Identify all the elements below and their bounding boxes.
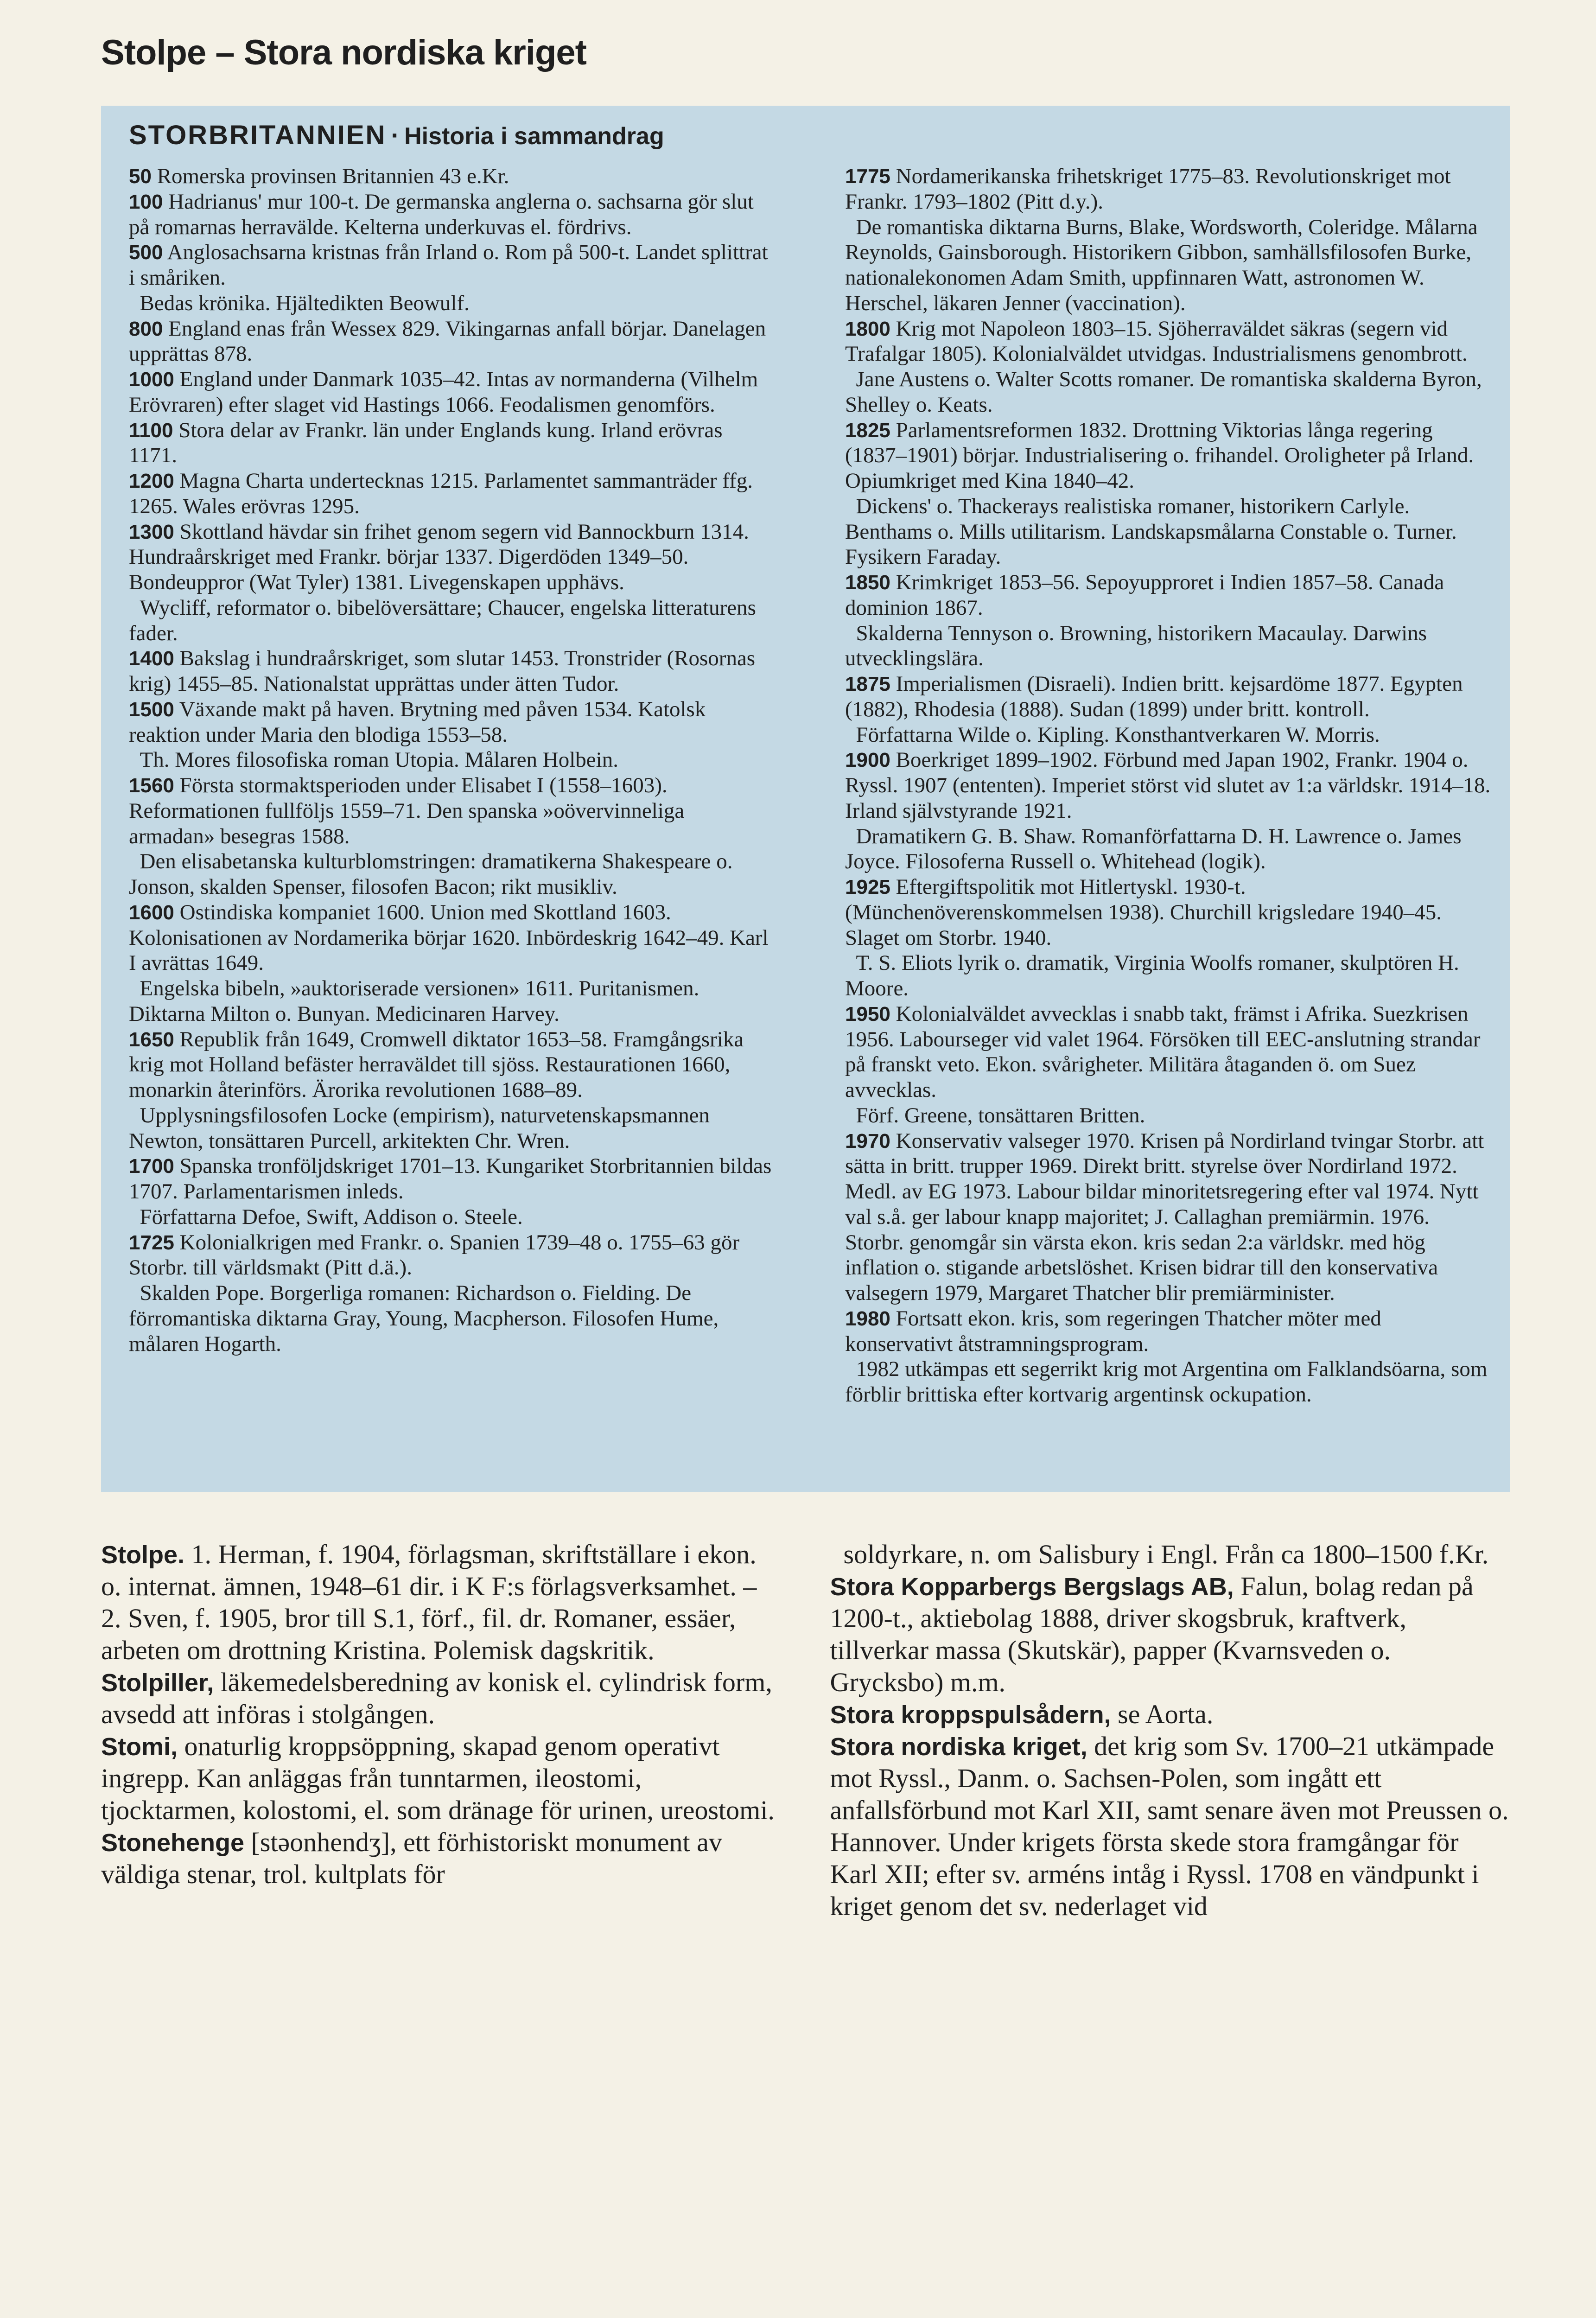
timeline-entry [845,824,1492,875]
timeline-entry-text: De romantiska diktarna Burns, Blake, Wordsworth, Coleridge. Målarna Reynolds, Gainsborough. Historikern Gibbon, samhällsfilosofen Burke, nationalekonomen Adam Smith, uppfinnaren Watt, astronomen W. Herschel, läkaren Jenner (vaccination). [845,215,1478,315]
timeline-entry [129,1153,776,1204]
article-entry-text: soldyrkare, n. om Salisbury i Engl. Från ca 1800–1500 f.Kr. [843,1539,1489,1569]
timeline-entry-text: Spanska tronföljdskriget 1701–13. Kungariket Storbritannien bildas 1707. Parlamentarismen inleds. [129,1154,772,1204]
box-title-main: STORBRITANNIEN [129,120,387,150]
timeline-entry-head: 1300 [129,520,174,543]
timeline-entry-head: 1775 [845,165,890,188]
timeline-entry [129,976,776,1027]
timeline-entry-head: 1970 [845,1129,890,1153]
timeline-entry-text: Republik från 1649, Cromwell diktator 1653–58. Framgångsrika krig mot Holland befäster herraväldet till sjöss. Restaurationen 1660, monarkin återinförs. Ärorika revolutionen 1688–89. [129,1027,744,1102]
box-title-separator: · [391,121,400,150]
timeline-entry [845,1128,1492,1306]
article-entry-text: se Aorta. [1118,1699,1214,1730]
timeline-entry [129,1103,776,1154]
timeline-entry-head: 1500 [129,698,174,721]
timeline-entry-text: Th. Mores filosofiska roman Utopia. Målaren Holbein. [140,748,618,772]
timeline-entry-text: Växande makt på haven. Brytning med påven 1534. Katolsk reaktion under Maria den blodiga 1553–58. [129,697,706,747]
timeline-entry-text: Nordamerikanska frihetskriget 1775–83. Revolutionskriget mot Frankr. 1793–1802 (Pitt d.y.). [845,164,1451,214]
timeline-entry-text: Skottland hävdar sin frihet genom segern vid Bannockburn 1314. Hundraårskriget med Frankr. börjar 1337. Digerdöden 1349–50. Bondeuppror (Wat Tyler) 1381. Livegenskapen upphävs. [129,519,749,594]
article-entry-head: Stonehenge [101,1829,245,1857]
timeline-entry-text: Dickens' o. Thackerays realistiska romaner, historikern Carlyle. Benthams o. Mills utilitarism. Landskapsmålarna Constable o. Turner. Fysikern Faraday. [845,494,1457,569]
timeline-entry [129,468,776,519]
timeline-entry-text: Jane Austens o. Walter Scotts romaner. De romantiska skalderna Byron, Shelley o. Keats. [845,367,1482,417]
timeline-entry-head: 1560 [129,774,174,797]
timeline-entry [129,1204,776,1230]
articles-left-column [101,1538,782,1922]
article-entry-head: Stora Kopparbergs Bergslags AB, [830,1573,1234,1601]
history-summary-box [101,106,1510,1492]
timeline-entry-text: Wycliff, reformator o. bibelöversättare; Chaucer, engelska litteraturens fader. [129,595,756,645]
timeline-entry [845,1001,1492,1103]
timeline-entry-head: 1950 [845,1002,890,1025]
timeline-entry-text: Bedas krönika. Hjältedikten Beowulf. [140,291,470,315]
article-entry-head: Stomi, [101,1733,178,1761]
timeline-entry-text: Eftergiftspolitik mot Hitlertyskl. 1930-t. (Münchenöverenskommelsen 1938). Churchill krigsledare 1940–45. Slaget om Storbr. 1940. [845,875,1442,950]
article-entry-text: onaturlig kroppsöppning, skapad genom operativt ingrepp. Kan anläggas från tunntarmen, ileostomi, tjocktarmen, kolostomi, el. som dränage för urinen, ureostomi. [101,1731,775,1826]
timeline-entry-text: Författarna Wilde o. Kipling. Konsthantverkaren W. Morris. [856,722,1380,747]
timeline-entry [129,646,776,697]
article-entry [830,1570,1511,1698]
timeline-entry [845,570,1492,621]
timeline-entry-head: 100 [129,190,163,213]
timeline-entry-head: 1700 [129,1155,174,1178]
timeline-entry-text: Anglosachsarna kristnas från Irland o. Rom på 500-t. Landet splittrat i småriken. [129,240,768,290]
timeline-entry [845,747,1492,823]
encyclopedia-articles [101,1538,1510,1922]
timeline-entry-text: Stora delar av Frankr. län under Englands kung. Irland erövras 1171. [129,418,723,468]
timeline-entry [845,164,1492,215]
timeline-entry [129,849,776,900]
timeline-entry-text: Parlamentsreformen 1832. Drottning Viktorias långa regering (1837–1901) börjar. Industrialisering o. frihandel. Oroligheter på Irland. Opiumkriget med Kina 1840–42. [845,418,1474,493]
timeline-entry-text: Dramatikern G. B. Shaw. Romanförfattarna D. H. Lawrence o. James Joyce. Filosoferna Russell o. Whitehead (logik). [845,824,1462,874]
timeline-entry [129,240,776,291]
timeline-entry-text: Första stormaktsperioden under Elisabet I (1558–1603). Reformationen fullföljs 1559–71. Den spanska »oövervinneliga armadan» besegras 1588. [129,773,685,848]
timeline-entry-head: 1650 [129,1028,174,1051]
timeline-entry-text: T. S. Eliots lyrik o. dramatik, Virginia Woolfs romaner, skulptören H. Moore. [845,951,1459,1000]
timeline-entry-text: England under Danmark 1035–42. Intas av normanderna (Vilhelm Erövraren) efter slaget vid Hastings 1066. Feodalismen genomförs. [129,367,758,417]
timeline-entry [845,316,1492,367]
timeline-entry-text: Förf. Greene, tonsättaren Britten. [856,1103,1145,1127]
box-left-column [129,164,776,1407]
box-right-column [845,164,1492,1407]
timeline-entry-text: Engelska bibeln, »auktoriserade versionen» 1611. Puritanismen. Diktarna Milton o. Bunyan. Medicinaren Harvey. [129,976,699,1026]
timeline-entry-head: 1850 [845,571,890,594]
timeline-entry [845,1356,1492,1407]
article-entry [101,1666,782,1730]
timeline-entry-text: Magna Charta undertecknas 1215. Parlamentet sammanträder ffg. 1265. Wales erövras 1295. [129,469,753,518]
timeline-entry-text: Hadrianus' mur 100-t. De germanska anglerna o. sachsarna gör slut på romarnas herravälde. Kelterna underkuvas el. fördrivs. [129,189,754,239]
timeline-entry [129,773,776,849]
timeline-entry [129,189,776,240]
timeline-entry-head: 1400 [129,647,174,670]
timeline-entry-head: 50 [129,165,152,188]
timeline-entry-head: 500 [129,241,163,264]
timeline-entry [845,950,1492,1001]
timeline-entry-head: 1980 [845,1307,890,1330]
timeline-entry [129,367,776,418]
timeline-entry [129,595,776,646]
timeline-entry-head: 1900 [845,749,890,772]
timeline-entry-text: Den elisabetanska kulturblomstringen: dramatikerna Shakespeare o. Jonson, skalden Spenser, filosofen Bacon; rikt musikliv. [129,849,733,899]
timeline-entry [845,215,1492,316]
timeline-entry [845,722,1492,748]
timeline-entry-text: 1982 utkämpas ett segerrikt krig mot Argentina om Falklandsöarna, som förblir brittiska efter kortvarig argentinsk ockupation. [845,1357,1488,1407]
timeline-entry [845,367,1492,418]
timeline-entry [845,1103,1492,1128]
timeline-entry [845,874,1492,950]
timeline-entry-head: 1200 [129,470,174,492]
timeline-entry-text: Skalderna Tennyson o. Browning, historikern Macaulay. Darwins utvecklingslära. [845,621,1427,671]
timeline-entry-text: Författarna Defoe, Swift, Addison o. Steele. [140,1204,523,1229]
article-entry-text: 1. Herman, f. 1904, förlagsman, skriftställare i ekon. o. internat. ämnen, 1948–61 dir. i K F:s förlagsverksamhet. – 2. Sven, f. 1905, bror till S.1, förf., fil. dr. Romaner, essäer, arbeten om drottning Kristina. Polemisk dagskritik. [101,1539,757,1666]
timeline-entry [129,316,776,367]
timeline-entry [129,1027,776,1103]
timeline-entry-head: 1825 [845,419,890,442]
timeline-entry-head: 1800 [845,317,890,340]
timeline-entry [129,1230,776,1281]
timeline-entry [845,418,1492,494]
timeline-entry-text: Kolonialväldet avvecklas i snabb takt, främst i Afrika. Suezkrisen 1956. Labourseger vid valet 1964. Försöken till EEC-anslutning strandar på franskt veto. Ekon. svårigheter. Militära åtaganden ö. om Suez avvecklas. [845,1001,1481,1102]
timeline-entry-text: Krimkriget 1853–56. Sepoyupproret i Indien 1857–58. Canada dominion 1867. [845,570,1444,620]
timeline-entry [129,164,776,189]
box-title [129,120,1492,151]
timeline-entry [129,418,776,469]
timeline-entry [845,621,1492,672]
timeline-entry-text: Konservativ valseger 1970. Krisen på Nordirland tvingar Storbr. att sätta in britt. trupper 1969. Direkt britt. styrelse över Nordirland 1972. Medl. av EG 1973. Labour bildar minoritetsregering efter val 1974. Nytt val s.å. ger labour knapp majoritet; J. Callaghan premiärmin. 1976. Storbr. genomgår sin värsta ekon. kris sedan 2:a världskr. med hög inflation o. stigande arbetslöshet. Krisen bidrar till den konservativa valsegern 1979, Margaret Thatcher blir premiärminister. [845,1128,1484,1305]
timeline-entry-text: Romerska provinsen Britannien 43 e.Kr. [157,164,509,188]
timeline-entry-text: Upplysningsfilosofen Locke (empirism), naturvetenskapsmannen Newton, tonsättaren Purcell, arkitekten Chr. Wren. [129,1103,710,1153]
timeline-entry [129,747,776,773]
timeline-entry-text: Ostindiska kompaniet 1600. Union med Skottland 1603. Kolonisationen av Nordamerika börjar 1620. Inbördeskrig 1642–49. Karl I avrättas 1649. [129,900,769,975]
timeline-entry-text: England enas från Wessex 829. Vikingarnas anfall börjar. Danelagen upprättas 878. [129,316,766,366]
timeline-entry-text: Kolonialkrigen med Frankr. o. Spanien 1739–48 o. 1755–63 gör Storbr. till världsmakt (Pitt d.ä.). [129,1230,740,1280]
timeline-entry [129,519,776,595]
timeline-entry-head: 1725 [129,1231,174,1254]
timeline-entry-text: Bakslag i hundraårskriget, som slutar 1453. Tronstrider (Rosornas krig) 1455–85. Nationalstat upprättas under ätten Tudor. [129,646,756,696]
article-entry-text: [stəonhendʒ], ett förhistoriskt monument av väldiga stenar, trol. kultplats för [101,1827,722,1890]
timeline-entry-head: 1925 [845,876,890,898]
timeline-entry-text: Skalden Pope. Borgerliga romanen: Richardson o. Fielding. De förromantiska diktarna Gray, Young, Macpherson. Filosofen Hume, målaren Hogarth. [129,1281,719,1356]
article-entry [830,1730,1511,1922]
timeline-entry [129,697,776,748]
timeline-entry-head: 1600 [129,901,174,924]
article-entry [101,1538,782,1666]
timeline-entry [845,494,1492,570]
article-entry-text: det krig som Sv. 1700–21 utkämpade mot Ryssl., Danm. o. Sachsen-Polen, som ingått ett anfallsförbund mot Karl XII, samt senare även mot Preussen o. Hannover. Under krigets första skede stora framgångar för Karl XII; efter sv. arméns intåg i Ryssl. 1708 en vändpunkt i kriget genom det sv. nederlaget vid [830,1731,1509,1922]
timeline-entry-head: 800 [129,317,163,340]
timeline-entry [129,900,776,976]
timeline-entry-head: 1875 [845,673,890,695]
articles-right-column [830,1538,1511,1922]
article-entry-text: läkemedelsberedning av konisk el. cylindrisk form, avsedd att införas i stolgången. [101,1667,772,1730]
article-entry-head: Stora kroppspulsådern, [830,1701,1111,1729]
timeline-entry [845,671,1492,722]
timeline-entry-text: Fortsatt ekon. kris, som regeringen Thatcher möter med konservativt åtstramningsprogram. [845,1306,1381,1356]
timeline-entry-text: Imperialismen (Disraeli). Indien britt. kejsardöme 1877. Egypten (1882), Rhodesia (1888). Sudan (1899) under britt. kontroll. [845,672,1463,721]
box-title-sub: Historia i sammandrag [404,123,664,150]
timeline-entry-head: 1100 [129,419,173,442]
timeline-entry [129,291,776,316]
timeline-entry [129,1280,776,1356]
article-entry-head: Stolpiller, [101,1669,214,1697]
article-entry-text: Falun, bolag redan på 1200-t., aktiebolag 1888, driver skogsbruk, kraftverk, tillverkar massa (Skutskär), papper (Kvarnsveden o. Grycksbo) m.m. [830,1571,1474,1698]
article-entry [101,1730,782,1826]
timeline-entry-text: Boerkriget 1899–1902. Förbund med Japan 1902, Frankr. 1904 o. Ryssl. 1907 (ententen). Imperiet störst vid slutet av 1:a världskr. 1914–18. Irland självstyrande 1921. [845,748,1491,823]
timeline-entry [845,1306,1492,1357]
running-head: Stolpe – Stora nordiska kriget [101,33,586,72]
timeline-entry-head: 1000 [129,368,174,391]
article-entry [830,1698,1511,1730]
article-entry-head: Stolpe. [101,1541,185,1569]
article-entry-head: Stora nordiska kriget, [830,1733,1087,1761]
article-entry [830,1538,1511,1570]
timeline-entry-text: Krig mot Napoleon 1803–15. Sjöherraväldet säkras (segern vid Trafalgar 1805). Kolonialväldet utvidgas. Industrialismens genombrott. [845,316,1468,366]
article-entry [101,1826,782,1890]
